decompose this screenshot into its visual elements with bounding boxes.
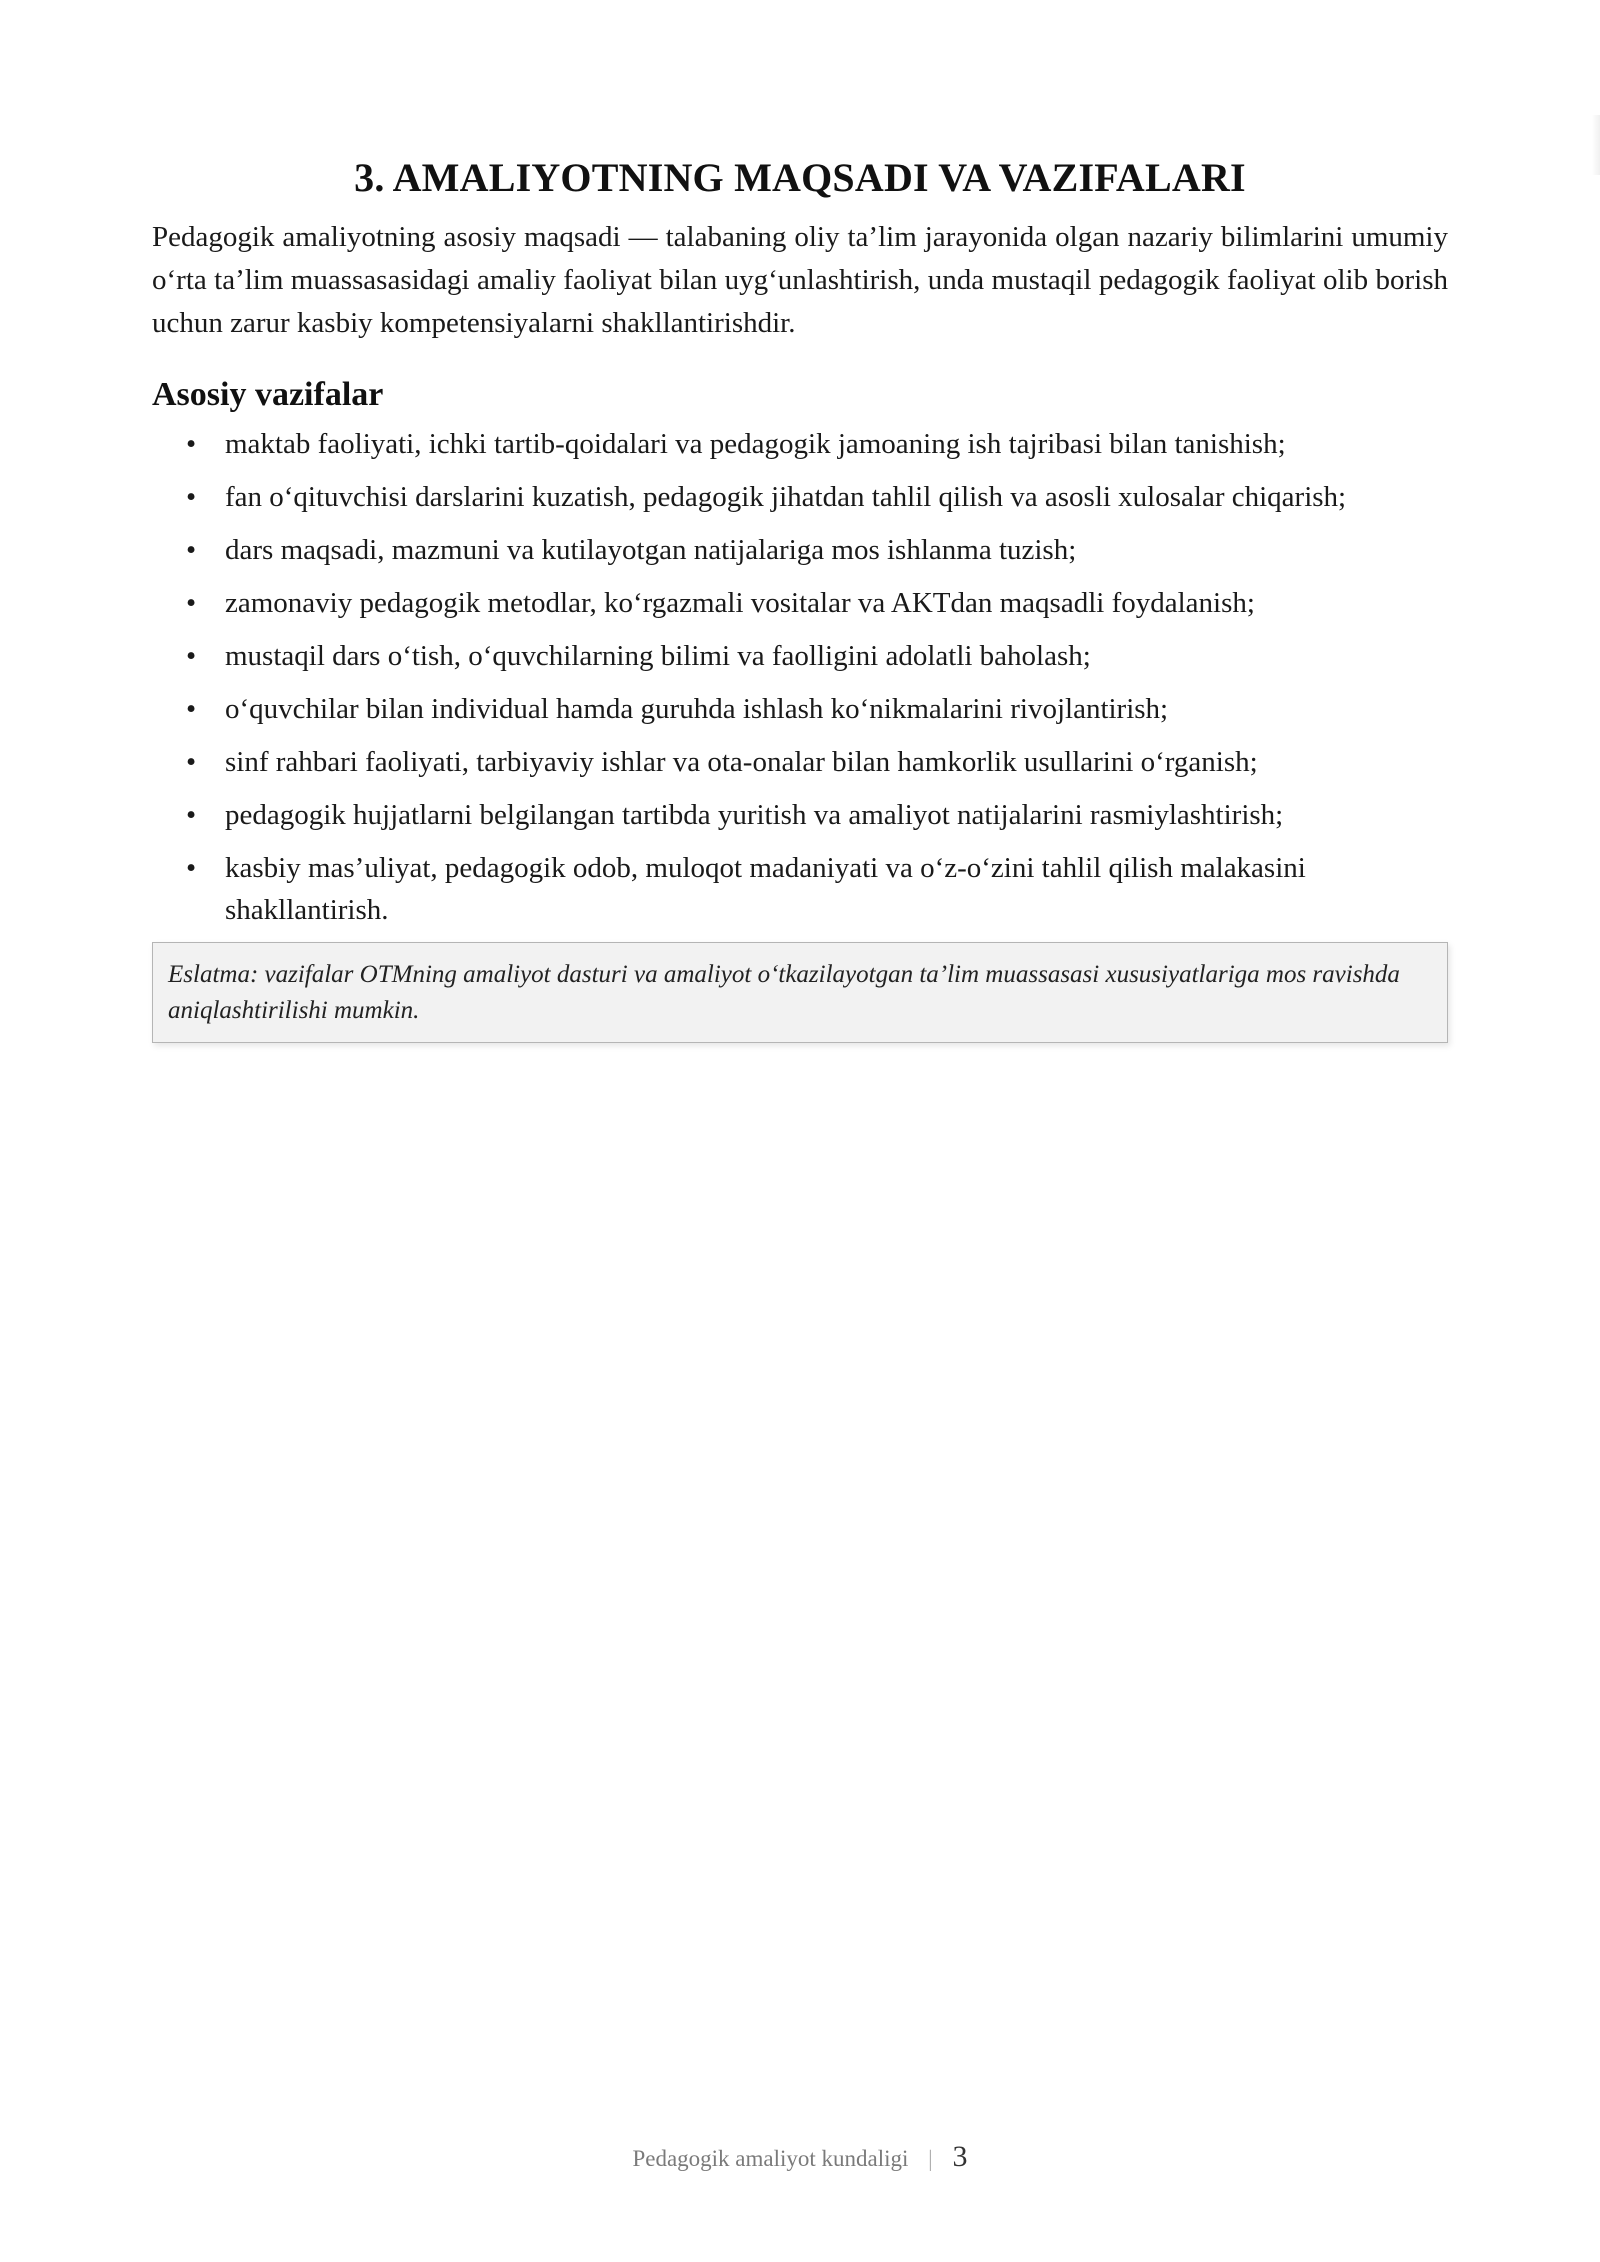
list-item — [186, 476, 1448, 518]
page-footer — [0, 2140, 1600, 2174]
bullet-icon: • — [186, 799, 197, 831]
bullet-icon: • — [186, 534, 197, 566]
note-box — [152, 942, 1448, 1043]
list-item — [186, 529, 1448, 571]
list-item — [186, 741, 1448, 783]
footer-separator: | — [928, 2146, 933, 2171]
bullet-icon: • — [186, 428, 197, 460]
bullet-icon: • — [186, 481, 197, 513]
list-item-text: zamonaviy pedagogik metodlar, ko‘rgazmali vositalar va AKTdan maqsadli foydalanish; — [225, 587, 1255, 619]
bullet-icon: • — [186, 746, 197, 778]
list-item — [186, 794, 1448, 836]
list-item — [186, 635, 1448, 677]
list-item-text: o‘quvchilar bilan individual hamda guruhda ishlash ko‘nikmalarini rivojlantirish; — [225, 693, 1169, 725]
tasks-list — [152, 423, 1448, 931]
list-item — [186, 847, 1448, 931]
list-item-text: sinf rahbari faoliyati, tarbiyaviy ishlar va ota-onalar bilan hamkorlik usullarini o‘rganish; — [225, 746, 1258, 778]
list-item-text: maktab faoliyati, ichki tartib-qoidalari va pedagogik jamoaning ish tajribasi bilan tanishish; — [225, 428, 1286, 460]
section-title: 3. AMALIYOTNING MAQSADI VA VAZIFALARI — [354, 155, 1246, 200]
list-item — [186, 688, 1448, 730]
bullet-icon: • — [186, 587, 197, 619]
bullet-icon: • — [186, 693, 197, 725]
intro-paragraph: Pedagogik amaliyotning asosiy maqsadi — talabaning oliy ta’lim jarayonida olgan nazariy bilimlarini umumiy o‘rta ta’lim muassasasidagi amaliy faoliyat bilan uyg‘unlashtirish, unda mustaqil pedagogik faoliyat olib borish uchun zarur kasbiy kompetensiyalarni shakllantirishdir. — [152, 221, 1448, 339]
page-edge-shadow — [1592, 115, 1600, 175]
page-number: 3 — [952, 2140, 968, 2173]
footer-label: Pedagogik amaliyot kundaligi — [632, 2146, 909, 2171]
bullet-icon: • — [186, 852, 197, 884]
tasks-heading: Asosiy vazifalar — [152, 376, 384, 413]
list-item-text: pedagogik hujjatlarni belgilangan tartibda yuritish va amaliyot natijalarini rasmiylashtirish; — [225, 799, 1284, 831]
document-page — [152, 140, 1448, 1043]
list-item-text: dars maqsadi, mazmuni va kutilayotgan natijalariga mos ishlanma tuzish; — [225, 534, 1077, 566]
list-item-text: kasbiy mas’uliyat, pedagogik odob, muloqot madaniyati va o‘z-o‘zini tahlil qilish malakasini shakllantirish. — [225, 852, 1306, 926]
list-item-text: mustaqil dars o‘tish, o‘quvchilarning bilimi va faolligini adolatli baholash; — [225, 640, 1091, 672]
list-item-text: fan o‘qituvchisi darslarini kuzatish, pedagogik jihatdan tahlil qilish va asosli xulosalar chiqarish; — [225, 481, 1347, 513]
list-item — [186, 582, 1448, 624]
list-item — [186, 423, 1448, 465]
note-text: Eslatma: vazifalar OTMning amaliyot dasturi va amaliyot o‘tkazilayotgan ta’lim muassasasi xususiyatlariga mos ravishda aniqlashtirilishi mumkin. — [168, 961, 1400, 1024]
bullet-icon: • — [186, 640, 197, 672]
